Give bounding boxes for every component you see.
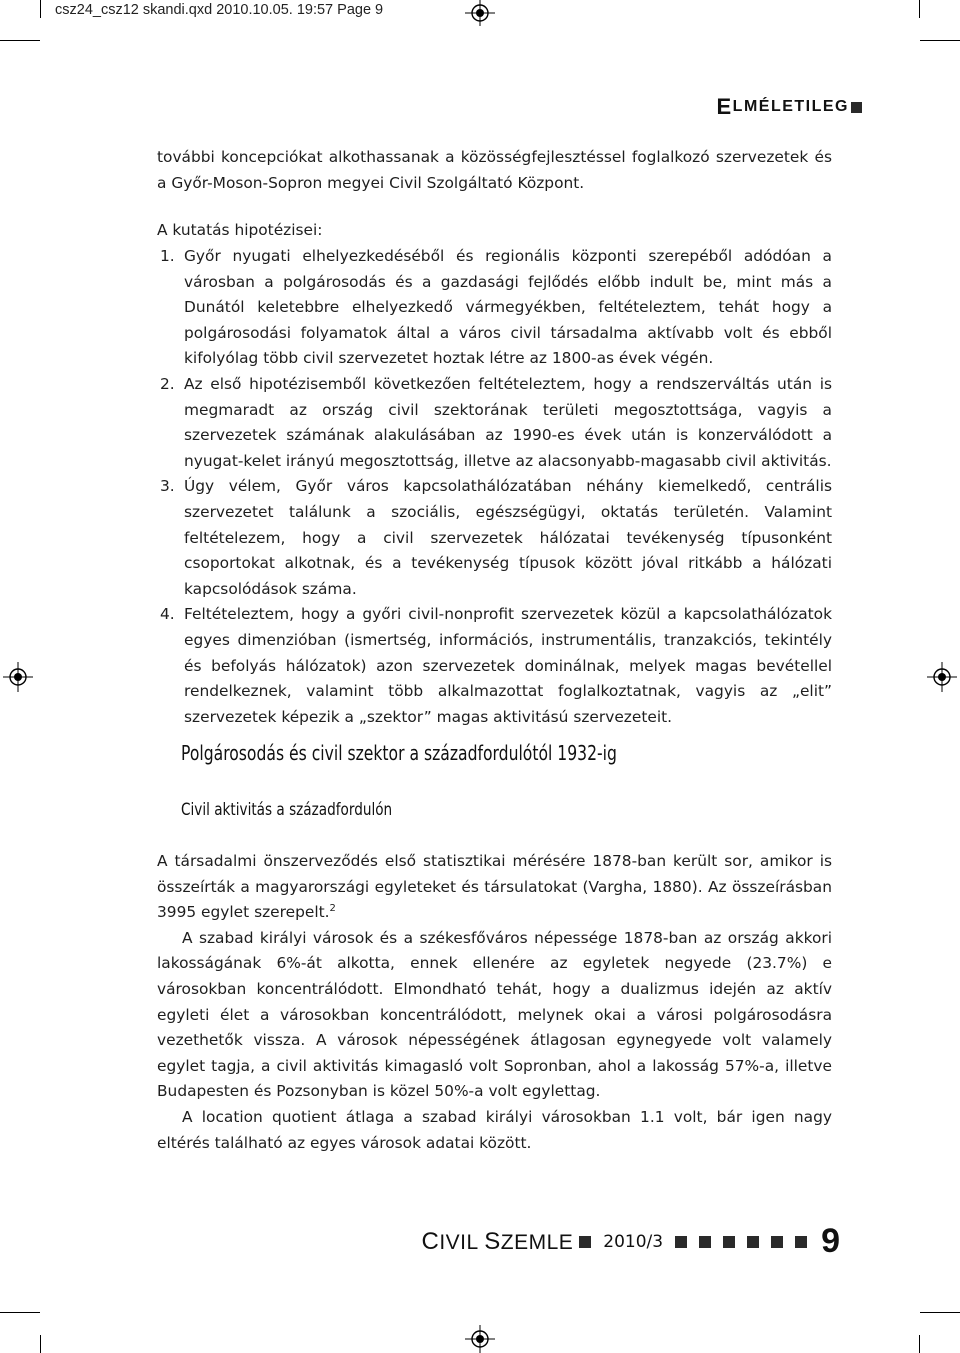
square-bullet-icon — [771, 1236, 783, 1248]
hypotheses-heading — [157, 218, 832, 244]
crop-mark — [0, 1312, 40, 1313]
crop-mark — [0, 40, 40, 41]
intro-text: további koncepciókat alkothassanak a közösségfejlesztéssel foglalkozó szervezetek és a Győr-Moson-Sopron megyei Civil Szolgáltató Központ. — [157, 148, 832, 192]
section-title: Polgárosodás és civil szektor a századfordulótól 1932-ig — [181, 741, 617, 765]
crop-mark — [40, 1335, 41, 1353]
crop-mark — [919, 1335, 920, 1353]
crop-mark — [919, 0, 920, 18]
registration-mark-icon — [3, 662, 33, 692]
page-number: 9 — [821, 1222, 840, 1260]
crop-mark — [920, 1312, 960, 1313]
list-item — [157, 244, 832, 372]
paragraph: A szabad királyi városok és a székesfőváros népessége 1878-ban az ország akkori lakosságának 6%-át alkotta, ennek ellenére az egyletek negyede (23.7%) e városokban koncentrálódott. Elmondható tehát, hogy a dualizmus idején az aktív egyleti élet a városokban koncentrálódott, melynek okai a városi polgárosodásra vezethetők vissza. A városok népességének átlagosan egynegyede volt valamely egylet tagja, a civil aktivitás kimagasló volt Sopronban, ahol a lakosság 57%-a, illetve Budapesten és Pozsonyban is közel 50%-a volt egylettag. — [157, 928, 832, 1101]
square-bullet-icon — [795, 1236, 807, 1248]
list-number: 2. — [160, 374, 175, 393]
crop-mark — [920, 40, 960, 41]
list-text: Úgy vélem, Győr város kapcsolathálózatában néhány kiemelkedő, centrális szervezetet találunk a szociális, egészségügyi, oktatás területén. Valamint feltételezem, hogy a civil szervezetek hálózatai tevékenység típusonként csoportokat alkotnak, és a tevékenység típusok között jóval ritkább a hálózati kapcsolódások száma. — [184, 477, 832, 598]
hypotheses-list — [157, 244, 832, 730]
registration-mark-icon — [465, 1325, 495, 1353]
square-bullet-icon — [699, 1236, 711, 1248]
list-text: Győr nyugati elhelyezkedéséből és regionális központi szerepéből adódóan a városban a polgárosodás és a gazdasági fejlődés előbb indult be, mint más a Dunától keletebbre elhelyezkedő vármegyékben, feltételeztem, tehát hogy a polgárosodási folyamatok által a város civil társadalma aktívabb volt és ebből kifolyólag több civil szervezetet hoztak létre az 1800-as évek végén. — [184, 247, 832, 368]
subsection-title: Civil aktivitás a századfordulón — [181, 800, 393, 820]
paragraph-text: A társadalmi önszerveződés első statisztikai mérésére 1878-ban került sor, amikor is összeírták a magyarországi egyleteket és társulatokat (Vargha, 1880). Az összeírásban 3995 egylet szerepelt. — [157, 852, 832, 922]
list-number: 4. — [160, 605, 175, 624]
square-bullet-icon — [851, 102, 862, 113]
header-rest: LMÉLETILEG — [732, 98, 849, 115]
list-text: Feltételeztem, hogy a győri civil-nonprofit szervezetek közül a kapcsolathálózatok egyes dimenzióban (ismertség, információs, instrumentális, tranzakciós, tekintély és befolyás hálózatok) azon szervezetek dominálnak, melyek magas bevétellel rendelkeznek, valamint több alkalmazottat foglalkoztatnak, vagyis az „elit” szervezetek képezik a „szektor” magas aktivitású szervezeteit. — [184, 605, 832, 726]
page-footer — [421, 1222, 840, 1261]
list-item — [157, 372, 832, 474]
square-bullet-icon — [579, 1236, 591, 1248]
list-number: 3. — [160, 477, 175, 496]
footnote-ref: 2 — [329, 903, 336, 915]
square-bullet-icon — [723, 1236, 735, 1248]
crop-mark — [40, 0, 41, 18]
square-bullet-icon — [675, 1236, 687, 1248]
registration-mark-icon — [465, 0, 495, 26]
paragraph — [157, 849, 832, 926]
registration-mark-icon — [927, 662, 957, 692]
body-text — [157, 849, 832, 1156]
list-number: 1. — [160, 247, 175, 265]
list-text: Az első hipotézisemből következően feltételeztem, hogy a rendszerváltás után is megmaradt az ország civil szektorának területi megosztottsága, vagyis a szervezetek számának alakulásában az 1990-es évek után is konzerválódott a nyugat-kelet irányú megosztottság, illetve az alacsonyabb-magasabb civil aktivitás. — [184, 374, 832, 470]
journal-name: CIVIL SZEMLE — [421, 1227, 574, 1255]
list-item — [157, 474, 832, 602]
intro-paragraph — [157, 145, 832, 196]
list-item — [157, 602, 832, 730]
square-bullet-icon — [747, 1236, 759, 1248]
running-header — [716, 94, 862, 120]
hypotheses-title: A kutatás hipotézisei: — [157, 221, 323, 239]
issue-number: 2010/3 — [603, 1231, 664, 1252]
slug-line: csz24_csz12 skandi.qxd 2010.10.05. 19:57 Page 9 — [51, 2, 387, 18]
paragraph: A location quotient átlaga a szabad királyi városokban 1.1 volt, bár igen nagy eltérés található az egyes városok adatai között. — [157, 1107, 832, 1152]
header-first-letter: E — [716, 94, 733, 119]
